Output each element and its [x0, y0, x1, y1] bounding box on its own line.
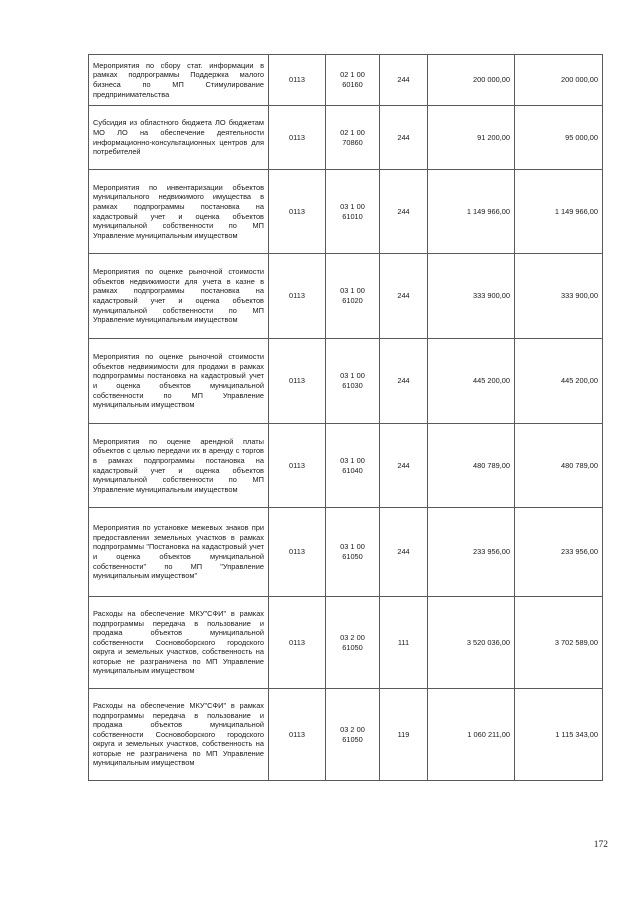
row-amount-1: 200 000,00: [428, 55, 515, 106]
row-expense-type: 244: [380, 508, 428, 597]
row-amount-1: 1 149 966,00: [428, 170, 515, 254]
row-target-code: 03 2 00 61050: [326, 597, 380, 689]
row-target-code: 03 2 00 61050: [326, 689, 380, 781]
row-amount-1: 91 200,00: [428, 106, 515, 170]
row-name: Мероприятия по установке межевых знаков при предоставлении земельных участков в рамках подпрограммы "Постановка на кадастровый учет и оценка объектов муниципальной собственности" по МП "Управление муниципальным имуществом": [89, 508, 269, 597]
row-name: Субсидия из областного бюджета ЛО бюджетам МО ЛО на обеспечение деятельности информационно-консультационных центров для потребителей: [89, 106, 269, 170]
row-amount-1: 480 789,00: [428, 424, 515, 508]
row-amount-2: 233 956,00: [515, 508, 603, 597]
row-amount-2: 95 000,00: [515, 106, 603, 170]
row-target-code: 02 1 00 70860: [326, 106, 380, 170]
row-target-code: 03 1 00 61050: [326, 508, 380, 597]
row-section-code: 0113: [269, 55, 326, 106]
row-section-code: 0113: [269, 424, 326, 508]
row-name: Мероприятия по оценке арендной платы объектов с целью передачи их в аренду с торгов в рамках подпрограммы постановка на кадастровый учет и оценка объектов муниципальной собственности по МП Управление муниципальным имуществом: [89, 424, 269, 508]
row-amount-2: 1 115 343,00: [515, 689, 603, 781]
row-section-code: 0113: [269, 170, 326, 254]
table-row: [89, 170, 603, 254]
table-row: [89, 339, 603, 424]
row-target-code: 03 1 00 61020: [326, 254, 380, 339]
budget-table: [88, 54, 603, 781]
row-section-code: 0113: [269, 106, 326, 170]
row-section-code: 0113: [269, 254, 326, 339]
table-row: [89, 254, 603, 339]
row-name: Расходы на обеспечение МКУ"СФИ" в рамках подпрограммы передача в пользование и продажа объектов муниципальной собственности Сосновоборского городского округа и земельных участков, собственность на которые не разграничена по МП Управление муниципальным имуществом: [89, 689, 269, 781]
row-amount-2: 480 789,00: [515, 424, 603, 508]
row-amount-1: 333 900,00: [428, 254, 515, 339]
row-name: Мероприятия по инвентаризации объектов муниципального недвижимого имущества в рамках подпрограммы постановка на кадастровый учет и оценка объектов муниципальной собственности по МП Управление муниципальным имуществом: [89, 170, 269, 254]
row-target-code: 03 1 00 61010: [326, 170, 380, 254]
row-amount-1: 3 520 036,00: [428, 597, 515, 689]
row-section-code: 0113: [269, 508, 326, 597]
row-name: Мероприятия по оценке рыночной стоимости объектов недвижимости для учета в казне в рамках подпрограммы постановка на кадастровый учет и оценка объектов муниципальной собственности по МП Управление муниципальным имуществом: [89, 254, 269, 339]
row-expense-type: 244: [380, 55, 428, 106]
row-expense-type: 244: [380, 170, 428, 254]
row-name: Мероприятия по сбору стат. информации в рамках подпрограммы Поддержка малого бизнеса по МП Стимулирование предпринимательства: [89, 55, 269, 106]
row-amount-1: 233 956,00: [428, 508, 515, 597]
row-section-code: 0113: [269, 339, 326, 424]
row-expense-type: 244: [380, 254, 428, 339]
row-target-code: 03 1 00 61030: [326, 339, 380, 424]
row-amount-2: 333 900,00: [515, 254, 603, 339]
row-target-code: 03 1 00 61040: [326, 424, 380, 508]
row-expense-type: 111: [380, 597, 428, 689]
page-number: 172: [593, 840, 608, 850]
row-name: Мероприятия по оценке рыночной стоимости объектов недвижимости для продажи в рамках подпрограммы постановка на кадастровый учет и оценка объектов муниципальной собственности по МП Управление муниципальным имуществом: [89, 339, 269, 424]
row-amount-2: 3 702 589,00: [515, 597, 603, 689]
row-section-code: 0113: [269, 597, 326, 689]
table-row: [89, 689, 603, 781]
row-amount-1: 1 060 211,00: [428, 689, 515, 781]
row-amount-2: 1 149 966,00: [515, 170, 603, 254]
row-amount-1: 445 200,00: [428, 339, 515, 424]
table-row: [89, 106, 603, 170]
row-amount-2: 200 000,00: [515, 55, 603, 106]
row-name: Расходы на обеспечение МКУ"СФИ" в рамках подпрограммы передача в пользование и продажа объектов муниципальной собственности Сосновоборского городского округа и земельных участков, собственность на которые не разграничена по МП Управление муниципальным имуществом: [89, 597, 269, 689]
row-expense-type: 244: [380, 106, 428, 170]
row-section-code: 0113: [269, 689, 326, 781]
table-row: [89, 424, 603, 508]
table-row: [89, 55, 603, 106]
row-expense-type: 119: [380, 689, 428, 781]
table-row: [89, 508, 603, 597]
row-amount-2: 445 200,00: [515, 339, 603, 424]
row-expense-type: 244: [380, 424, 428, 508]
table-row: [89, 597, 603, 689]
row-expense-type: 244: [380, 339, 428, 424]
row-target-code: 02 1 00 60160: [326, 55, 380, 106]
